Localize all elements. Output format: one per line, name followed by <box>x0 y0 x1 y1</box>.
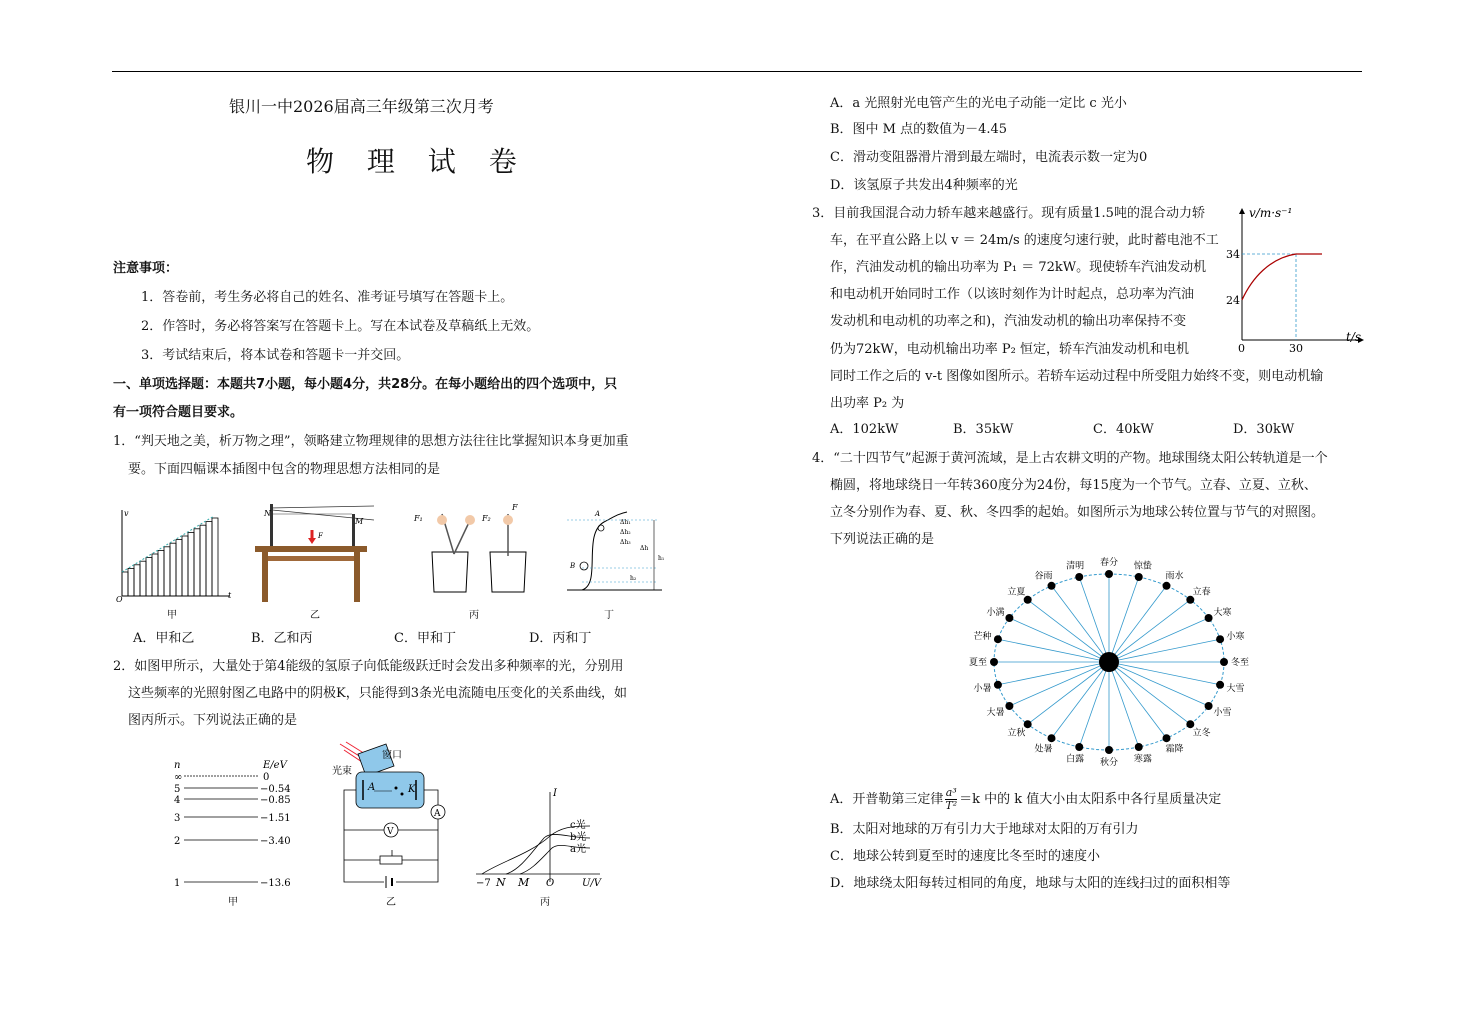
energy-level-diagram <box>174 760 291 908</box>
tick-30: 30 <box>1289 342 1303 355</box>
u-label: U/V <box>582 878 602 889</box>
step-bar <box>194 529 200 596</box>
q2-stem-cont: 这些频率的光照射图乙电路中的阴极K，只能得到3条光电流随电压变化的关系曲线，如 <box>128 686 627 701</box>
tick-neg7: −7 <box>476 878 491 889</box>
voltmeter-label: V <box>387 827 394 837</box>
orbit-spoke <box>1009 662 1109 706</box>
window-label: 窗口 <box>382 750 402 761</box>
q4-stem: 4．“二十四节气”起源于黄河流域，是上古农耕文明的产物。地球围绕太阳公转轨道是一个 <box>812 451 1328 466</box>
step-bar <box>134 565 140 596</box>
earth-position <box>1163 734 1171 742</box>
tick-n: N <box>496 876 506 889</box>
iu-graph <box>476 788 603 908</box>
label-f: F <box>512 503 518 512</box>
label-h1: h₁ <box>658 555 665 562</box>
q1-stem: 1．“判天地之美，析万物之理”，领略建立物理规律的思想方法往往比掌握知识本身更加重 <box>113 434 629 449</box>
q3-option-c[interactable]: C．40kW <box>1093 422 1154 437</box>
q2-option-b[interactable]: B．图中 M 点的数值为－4.45 <box>830 122 1008 137</box>
solar-term-label: 秋分 <box>1099 758 1119 768</box>
tick-34: 34 <box>1226 248 1240 261</box>
q1-option-d[interactable]: D．丙和丁 <box>529 631 592 646</box>
solar-term-label: 立秋 <box>1007 728 1026 739</box>
q4-stem-cont: 椭圆，将地球绕日一年转360度分为24份，每15度为一个节气。立春、立夏、立秋、 <box>830 478 1317 493</box>
solar-term-label: 冬至 <box>1230 658 1250 668</box>
x-axis-label: t/s <box>1346 330 1362 344</box>
header-rule <box>112 71 1362 72</box>
solar-term-label: 处暑 <box>1034 744 1053 755</box>
notice-heading: 注意事项： <box>113 261 179 276</box>
earth-position <box>1135 573 1143 581</box>
fraction-denominator: T² <box>945 799 958 813</box>
label-dh2: Δh₂ <box>620 529 631 536</box>
step-bar <box>182 536 188 596</box>
q3-stem-cont: 出功率 P₂ 为 <box>830 396 905 411</box>
earth-position <box>1216 635 1224 643</box>
fig-caption: 丁 <box>604 610 614 621</box>
q4-stem-cont: 立冬分别作为春、夏、秋、冬四季的起始。如图所示为地球公转位置与节气的对照图。 <box>830 505 1325 520</box>
q2-option-d[interactable]: D．该氢原子共发出4种频率的光 <box>830 178 1018 193</box>
earth-position <box>1075 573 1083 581</box>
section1-heading-cont: 有一项符合题目要求。 <box>113 405 244 420</box>
label-m: M <box>355 517 364 526</box>
q3-stem-cont: 和电动机开始同时工作（以该时刻作为计时起点，总功率为汽油 <box>830 287 1195 302</box>
orbit-spoke <box>1109 662 1209 706</box>
school-line: 银川一中2026届高三年级第三次月考 <box>229 97 494 116</box>
orbit-spoke <box>1079 577 1109 662</box>
orbit-spoke <box>1052 586 1110 662</box>
q3-stem-cont: 仍为72kW，电动机输出功率 P₂ 恒定，轿车汽油发动机和电机 <box>830 342 1190 357</box>
fig-caption: 乙 <box>386 897 396 908</box>
q3-stem-cont: 车，在平直公路上以 v ＝ 24m/s 的速度匀速行驶，此时蓄电池不工 <box>830 233 1219 248</box>
solar-term-label: 芒种 <box>973 632 992 643</box>
orbit-spoke <box>1009 618 1109 662</box>
level-e: −0.54 <box>260 784 291 795</box>
tick-m: M <box>518 876 530 889</box>
kepler-fraction <box>945 787 957 812</box>
earth-position <box>1186 720 1194 728</box>
solar-term-label: 霜降 <box>1165 744 1184 755</box>
earth-position <box>1163 582 1171 590</box>
solar-term-label: 白露 <box>1066 754 1085 765</box>
step-bar <box>146 558 152 596</box>
y-axis-label: v/m·s⁻¹ <box>1249 206 1293 220</box>
earth-position <box>1075 743 1083 751</box>
fig-caption: 乙 <box>310 610 320 621</box>
orbit-spoke <box>1079 662 1109 747</box>
solar-term-label: 大寒 <box>1213 608 1232 618</box>
q3-stem-cont: 作，汽油发动机的输出功率为 P₁ ＝ 72kW。现使轿车汽油发动机 <box>830 260 1207 275</box>
tick-24: 24 <box>1226 294 1240 307</box>
earth-position <box>1048 734 1056 742</box>
step-bar <box>164 547 170 596</box>
q4-option-d[interactable]: D．地球绕太阳每转过相同的角度，地球与太阳的连线扫过的面积相等 <box>830 876 1231 891</box>
fig-caption: 丙 <box>540 897 550 908</box>
orbit-spoke <box>1109 662 1220 685</box>
level-e: −13.6 <box>260 878 291 889</box>
q4-option-a-prefix: A．开普勒第三定律 <box>830 792 944 808</box>
q2-stem-cont: 图丙所示。下列说法正确的是 <box>128 713 298 728</box>
label-f2: F₂ <box>482 514 491 523</box>
label-o: O <box>116 595 123 604</box>
tick-0: 0 <box>1238 342 1245 355</box>
label-dh3: Δh₃ <box>620 539 631 546</box>
solar-term-label: 小寒 <box>1226 632 1245 643</box>
step-bar <box>206 522 212 596</box>
sun <box>1099 652 1119 672</box>
photoelectric-circuit <box>332 742 445 908</box>
section1-heading: 一、单项选择题：本题共7小题，每小题4分，共28分。在每小题给出的四个选项中，只 <box>113 377 618 392</box>
earth-position <box>1048 582 1056 590</box>
solar-term-label: 小满 <box>986 608 1005 618</box>
fig-bing-beakers <box>413 503 526 592</box>
earth-position <box>994 681 1002 689</box>
solar-term-label: 大雪 <box>1226 683 1245 694</box>
curve-a-label: a光 <box>570 844 586 855</box>
step-bar <box>200 525 206 596</box>
fig-yi-table <box>255 504 374 602</box>
orbit-spoke <box>1109 586 1167 662</box>
earth-position <box>1005 702 1013 710</box>
orbit-spoke <box>1109 662 1190 724</box>
fig-caption: 丙 <box>469 610 479 621</box>
step-bar <box>170 543 176 596</box>
q2-option-c[interactable]: C．滑动变阻器滑片滑到最左端时，电流表示数一定为0 <box>830 150 1148 165</box>
solar-term-label: 大暑 <box>986 708 1005 718</box>
q3-vt-graph <box>1218 200 1368 358</box>
q4-stem-cont: 下列说法正确的是 <box>830 532 935 547</box>
q1-option-c[interactable]: C．甲和丁 <box>394 631 456 646</box>
fig-caption: 甲 <box>228 897 238 908</box>
page-title: 物 理 试 卷 <box>306 145 529 178</box>
q4-option-c[interactable]: C．地球公转到夏至时的速度比冬至时的速度小 <box>830 849 1100 864</box>
label-n: N <box>264 509 271 518</box>
label-a: A <box>595 510 601 518</box>
e-label: E/eV <box>263 760 287 771</box>
notice-item: 2．作答时，务必将答案写在答题卡上。写在本试卷及草稿纸上无效。 <box>141 319 540 334</box>
label-dh1: Δh₁ <box>620 519 631 526</box>
q3-option-a[interactable]: A．102kW <box>830 422 899 437</box>
solar-term-label: 谷雨 <box>1034 571 1053 582</box>
label-f1: F₁ <box>414 514 423 523</box>
step-bar <box>158 550 164 596</box>
solar-term-label: 惊蛰 <box>1133 561 1152 572</box>
beam-label: 光束 <box>332 766 352 777</box>
q3-stem: 3．目前我国混合动力轿车越来越盛行。现有质量1.5吨的混合动力轿 <box>812 206 1205 221</box>
orbit-spoke <box>1028 600 1109 662</box>
step-bar <box>128 568 134 596</box>
solar-term-label: 小暑 <box>973 683 992 694</box>
label-t: t <box>228 591 232 600</box>
label-v: v <box>124 509 129 518</box>
solar-term-label: 小雪 <box>1213 708 1232 718</box>
solar-term-label: 清明 <box>1066 561 1085 572</box>
earth-position <box>1105 570 1113 578</box>
solar-term-label: 立冬 <box>1192 728 1211 739</box>
orbit-spoke <box>1109 639 1220 662</box>
q4-option-a-suffix: ＝k 中的 k 值大小由太阳系中各行星质量决定 <box>959 792 1222 808</box>
earth-position <box>1220 658 1228 666</box>
q3-stem-cont: 发动机和电动机的功率之和)，汽油发动机的输出功率保持不变 <box>830 314 1187 329</box>
q3-stem-cont: 同时工作之后的 v-t 图像如图所示。若轿车运动过程中所受阻力始终不变，则电动机输 <box>830 369 1324 384</box>
step-bar <box>188 532 194 596</box>
level-n: 2 <box>174 836 181 847</box>
label-b: B <box>570 562 576 570</box>
level-n: ∞ <box>174 772 183 783</box>
step-bar <box>212 518 218 596</box>
ammeter-label: A <box>434 809 441 819</box>
solar-term-label: 春分 <box>1099 558 1119 568</box>
q4-option-b[interactable]: B．太阳对地球的万有引力大于地球对太阳的万有引力 <box>830 822 1139 837</box>
orbit-spoke <box>1109 662 1139 747</box>
q3-option-d[interactable]: D．30kW <box>1233 422 1295 437</box>
curve-b-label: b光 <box>570 832 587 843</box>
orbit-spoke <box>1109 600 1190 662</box>
level-n: 5 <box>174 784 181 795</box>
label-f: F <box>318 532 323 540</box>
earth-position <box>1205 614 1213 622</box>
q3-option-b[interactable]: B．35kW <box>953 422 1014 437</box>
notice-item: 1．答卷前，考生务必将自己的姓名、准考证号填写在答题卡上。 <box>141 290 514 305</box>
q2-option-a[interactable]: A．a 光照射光电管产生的光电子动能一定比 c 光小 <box>830 96 1127 111</box>
origin: O <box>546 878 555 889</box>
step-bar <box>176 540 182 596</box>
notice-item: 3．考试结束后，将本试卷和答题卡一并交回。 <box>141 348 410 363</box>
earth-position <box>1135 743 1143 751</box>
cathode-label: K <box>408 784 416 795</box>
i-label: I <box>553 788 557 799</box>
label-h2: h₂ <box>630 575 637 582</box>
solar-term-label: 夏至 <box>968 658 988 668</box>
level-e: −1.51 <box>260 813 291 824</box>
q2-figures <box>160 742 620 912</box>
step-bar <box>152 554 158 596</box>
earth-position <box>990 658 998 666</box>
orbit-spoke <box>1109 618 1209 662</box>
orbit-spoke <box>1109 662 1167 738</box>
earth-position <box>1005 614 1013 622</box>
earth-position <box>1105 746 1113 754</box>
solar-term-label: 立夏 <box>1007 587 1026 598</box>
level-n: 4 <box>174 795 181 806</box>
fig-caption: 甲 <box>167 610 177 621</box>
label-dh: Δh <box>640 545 649 552</box>
anode-label: A <box>368 782 376 793</box>
earth-position <box>994 635 1002 643</box>
earth-position <box>1216 681 1224 689</box>
orbit-spoke <box>998 662 1109 685</box>
earth-position <box>1024 720 1032 728</box>
fig-ding-hill <box>567 510 664 590</box>
solar-term-label: 雨水 <box>1165 571 1184 582</box>
q1-option-a[interactable]: A．甲和乙 <box>133 631 195 646</box>
solar-term-label: 寒露 <box>1133 754 1152 765</box>
earth-position <box>1205 702 1213 710</box>
q2-stem: 2．如图甲所示，大量处于第4能级的氢原子向低能级跃迁时会发出多种频率的光，分别用 <box>113 659 624 674</box>
level-n: 1 <box>174 878 181 889</box>
step-bar <box>122 572 128 596</box>
level-e: 0 <box>263 772 270 783</box>
curve-c-label: c光 <box>570 820 586 831</box>
q1-option-b[interactable]: B．乙和丙 <box>251 631 313 646</box>
solar-terms-orbit <box>930 555 1250 770</box>
step-bar <box>140 561 146 596</box>
level-e: −0.85 <box>260 795 291 806</box>
level-n: 3 <box>174 813 181 824</box>
q1-figures <box>112 494 672 624</box>
level-e: −3.40 <box>260 836 291 847</box>
q4-option-a[interactable] <box>830 787 1221 812</box>
orbit-spoke <box>998 639 1109 662</box>
orbit-spoke <box>1109 577 1139 662</box>
orbit-spoke <box>1052 662 1110 738</box>
q1-stem-cont: 要。下面四幅课本插图中包含的物理思想方法相同的是 <box>128 462 441 477</box>
fig-jia-vt-steps <box>116 509 232 604</box>
orbit-spoke <box>1028 662 1109 724</box>
n-label: n <box>174 760 181 771</box>
fraction-numerator: a³ <box>945 786 957 799</box>
solar-term-label: 立春 <box>1192 587 1211 598</box>
